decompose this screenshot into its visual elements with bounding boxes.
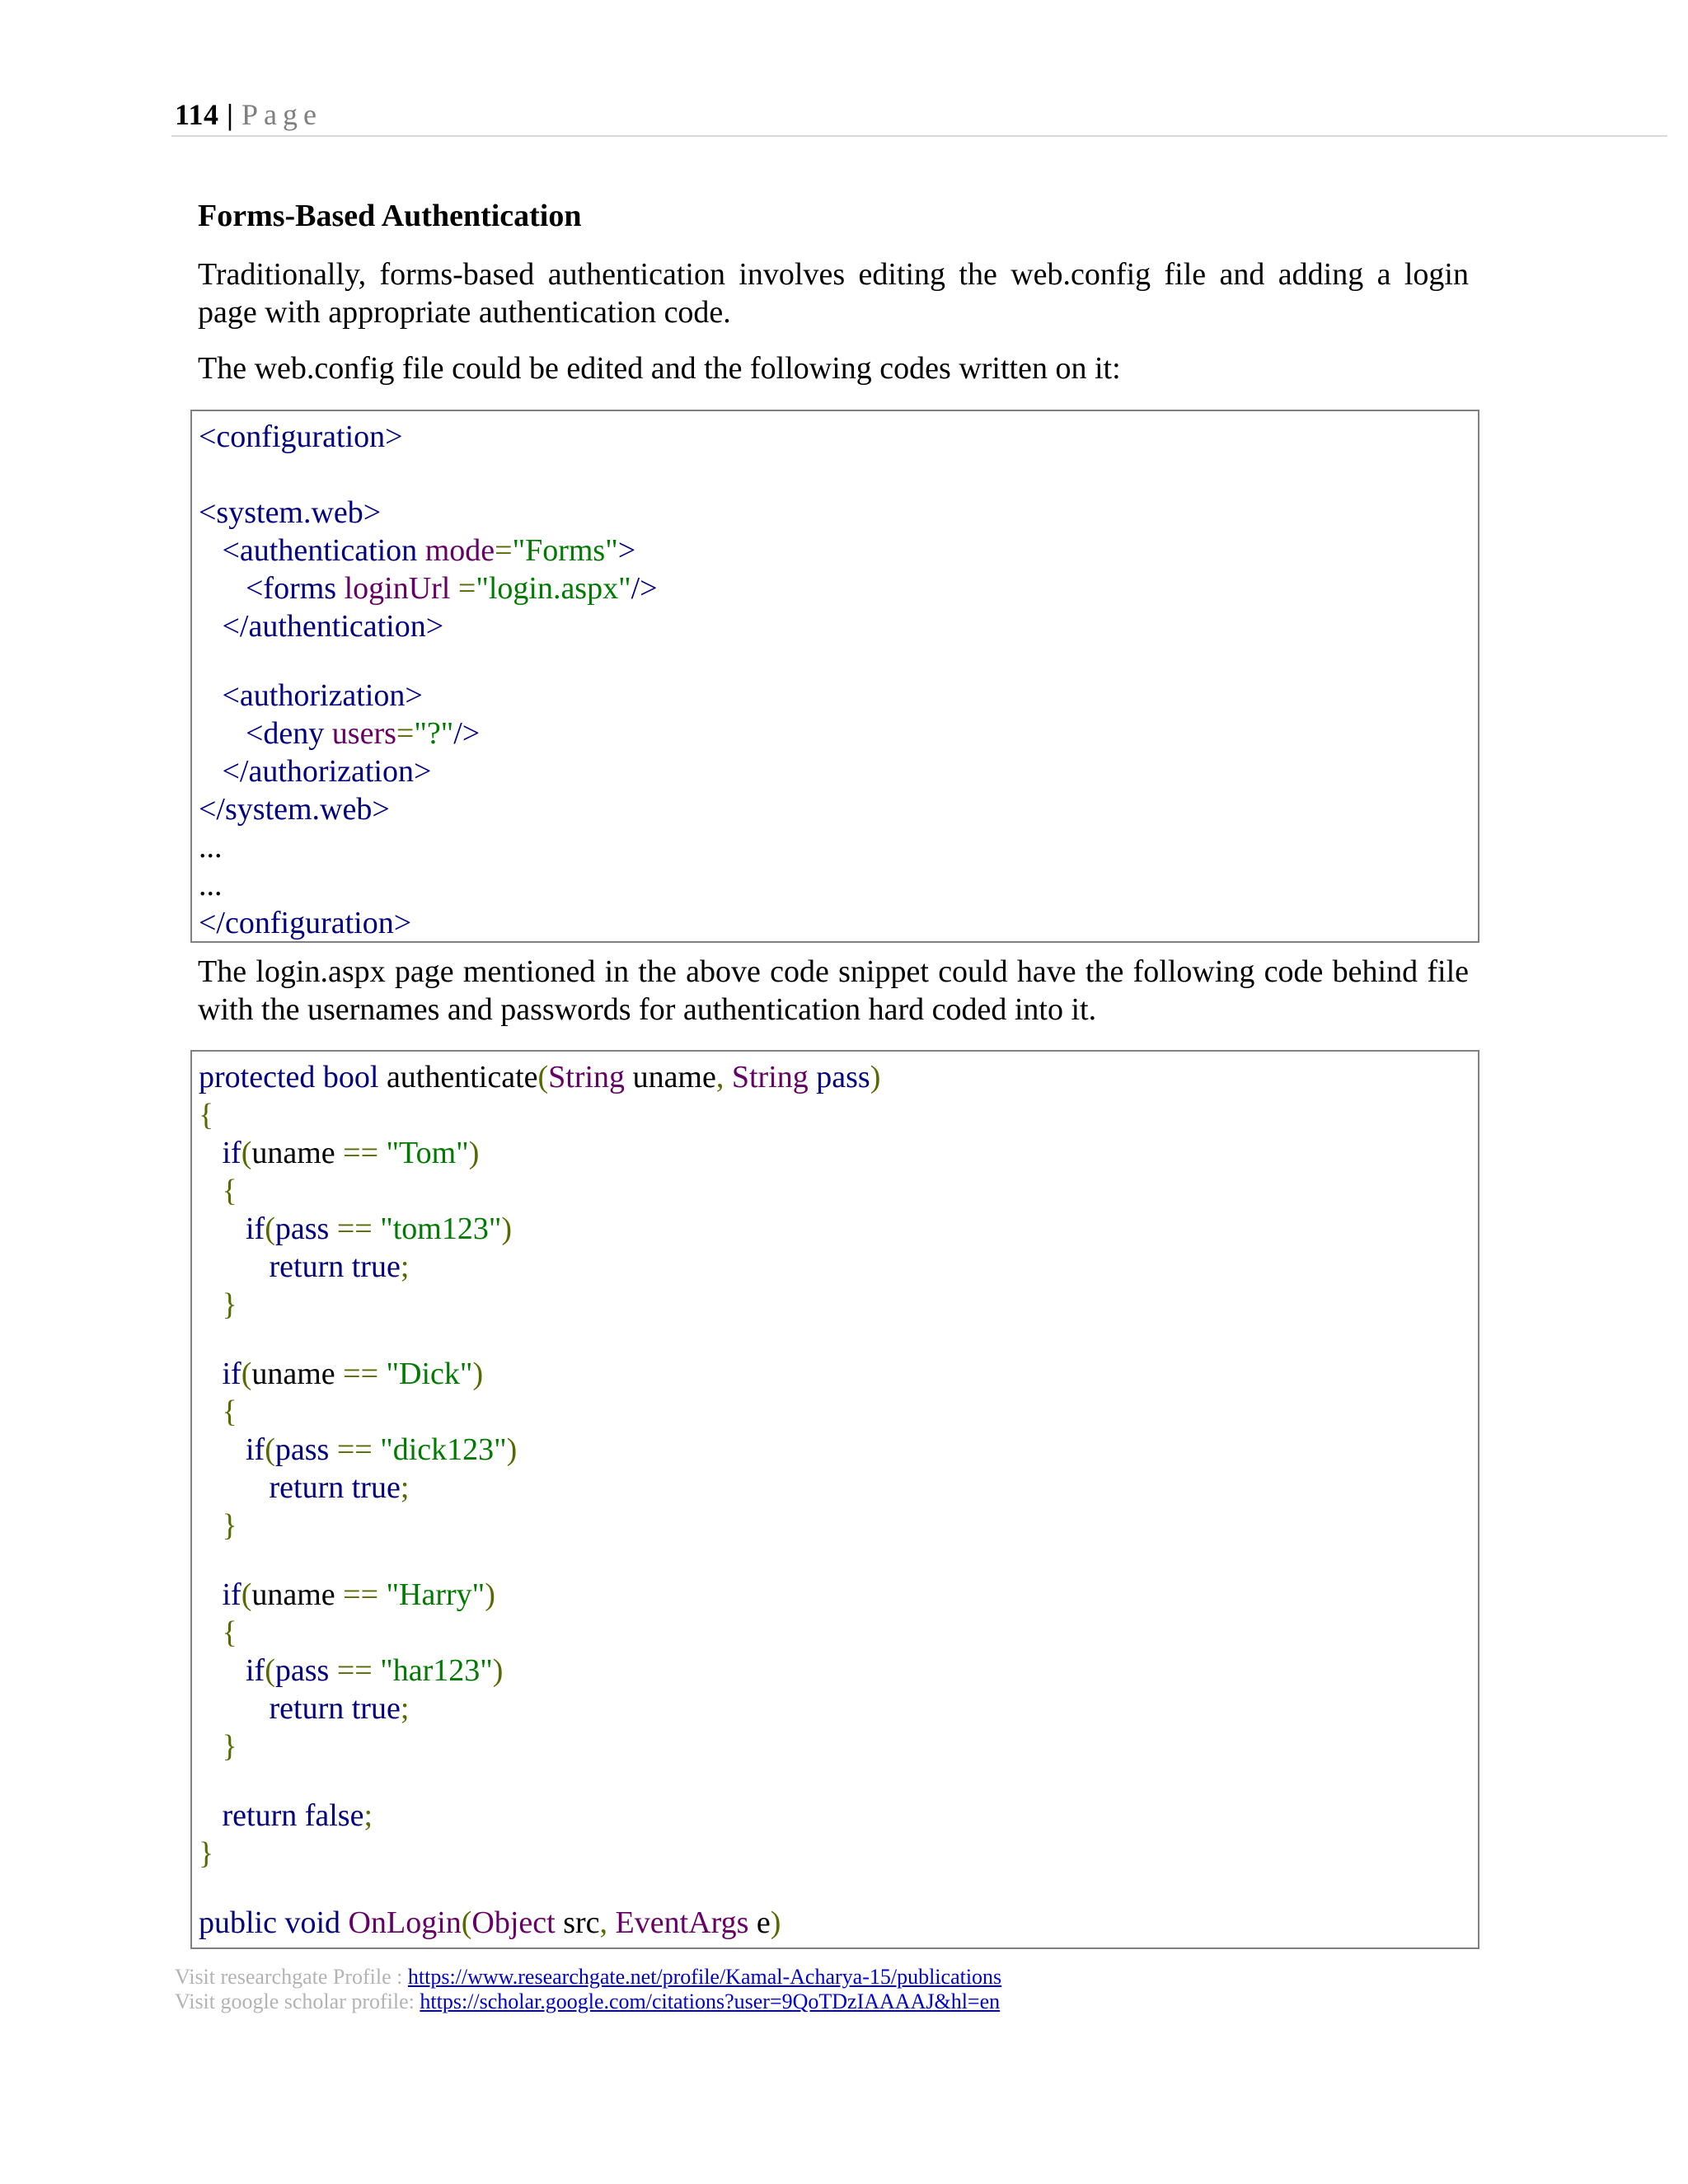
researchgate-label: Visit researchgate Profile : xyxy=(175,1965,408,1989)
code-line xyxy=(199,1286,237,1324)
string-literal: "dick123" xyxy=(380,1432,507,1467)
comma: , xyxy=(599,1905,616,1940)
variable: pass xyxy=(274,1653,330,1688)
xml-attr: loginUrl xyxy=(344,571,458,606)
method-name: authenticate xyxy=(378,1060,538,1094)
operator: == xyxy=(335,1577,387,1612)
variable: pass xyxy=(274,1212,330,1246)
page-label: Page xyxy=(241,98,322,131)
paren: ) xyxy=(501,1212,512,1246)
keyword: if xyxy=(246,1653,265,1688)
code-line xyxy=(199,1835,213,1872)
param-name: e xyxy=(748,1905,771,1940)
code-line xyxy=(199,904,411,942)
paren: ( xyxy=(241,1357,252,1391)
semicolon: ; xyxy=(400,1249,410,1284)
footer-google-scholar xyxy=(175,1990,1000,2014)
keyword: public void xyxy=(199,1905,349,1940)
keyword: return false xyxy=(222,1798,364,1833)
xml-tag: </configuration> xyxy=(199,906,412,940)
code-line xyxy=(199,1431,517,1469)
operator: == xyxy=(329,1653,381,1688)
code-line xyxy=(199,1248,409,1286)
paren: ) xyxy=(472,1357,484,1391)
operator: == xyxy=(335,1357,387,1391)
xml-equals: = xyxy=(396,716,415,751)
paren: ) xyxy=(485,1577,495,1612)
intro-paragraph: Traditionally, forms-based authentication involves editing the web.config file and adding a login page with appropriate authentication code. xyxy=(198,257,1469,330)
paren: ( xyxy=(537,1060,549,1094)
xml-tag: <authentication xyxy=(222,533,425,568)
code-line xyxy=(199,1797,373,1835)
keyword: if xyxy=(222,1136,241,1170)
keyword: if xyxy=(222,1357,241,1391)
code-line xyxy=(199,1904,781,1942)
xml-value: "login.aspx" xyxy=(476,571,631,606)
xml-tag: <configuration> xyxy=(199,419,403,454)
keyword: if xyxy=(246,1212,265,1246)
semicolon: ; xyxy=(400,1691,410,1726)
code-line xyxy=(199,790,390,828)
xml-tag-end: /> xyxy=(453,716,481,751)
login-lead-paragraph: The login.aspx page mentioned in the above code snippet could have the following code behind file with the usernames and passwords for authentication hard coded into it. xyxy=(198,954,1469,1027)
google-scholar-label: Visit google scholar profile: xyxy=(175,1990,420,2013)
code-line xyxy=(199,607,443,645)
xml-tag: <deny xyxy=(246,716,332,751)
keyword: if xyxy=(246,1432,265,1467)
string-literal: "har123" xyxy=(380,1653,493,1688)
paren: ) xyxy=(506,1432,518,1467)
xml-tag: </system.web> xyxy=(199,792,390,827)
code-line xyxy=(199,494,381,532)
brace: { xyxy=(222,1615,237,1650)
code-line xyxy=(199,532,635,569)
code-line xyxy=(199,1690,409,1727)
login-code-block xyxy=(190,1050,1479,1949)
code-line xyxy=(199,1507,237,1544)
method-name: OnLogin xyxy=(348,1905,462,1940)
webconfig-lead-paragraph: The web.config file could be edited and the following codes written on it: xyxy=(198,351,1121,386)
brace: } xyxy=(222,1729,237,1764)
page-header xyxy=(175,97,322,132)
code-line xyxy=(199,677,423,715)
string-literal: "tom123" xyxy=(380,1212,502,1246)
variable: uname xyxy=(251,1357,335,1391)
keyword: return true xyxy=(269,1249,401,1284)
code-line xyxy=(199,1058,880,1096)
xml-tag-end: > xyxy=(617,533,636,568)
paren: ( xyxy=(241,1577,252,1612)
keyword: return true xyxy=(269,1691,401,1726)
xml-value: "Forms" xyxy=(512,533,618,568)
code-line xyxy=(199,1727,237,1765)
keyword: return true xyxy=(269,1470,401,1505)
xml-value: "?" xyxy=(414,716,454,751)
variable: uname xyxy=(251,1136,335,1170)
paren: ) xyxy=(870,1060,881,1094)
paren: ( xyxy=(265,1212,275,1246)
code-line xyxy=(199,866,223,904)
code-line xyxy=(199,1355,483,1393)
xml-tag: <system.web> xyxy=(199,495,382,530)
researchgate-link[interactable]: https://www.researchgate.net/profile/Kamal-Acharya-15/publications xyxy=(407,1965,1002,1989)
type-name: EventArgs xyxy=(615,1905,749,1940)
operator: == xyxy=(329,1432,381,1467)
google-scholar-link[interactable]: https://scholar.google.com/citations?user=9QoTDzIAAAAJ&hl=en xyxy=(420,1990,1001,2013)
page-number: 114 xyxy=(175,98,219,131)
xml-tag: <authorization> xyxy=(222,678,423,713)
paren: ) xyxy=(770,1905,781,1940)
code-line xyxy=(199,1469,409,1507)
code-line xyxy=(199,1614,237,1652)
code-line xyxy=(199,1134,479,1172)
string-literal: "Dick" xyxy=(386,1357,473,1391)
param-name: src xyxy=(555,1905,600,1940)
xml-equals: = xyxy=(457,571,476,606)
xml-attr: mode xyxy=(424,533,495,568)
code-line xyxy=(199,1172,237,1210)
param-name: uname xyxy=(625,1060,716,1094)
xml-tag: <forms xyxy=(246,571,345,606)
code-line xyxy=(199,569,658,607)
code-line xyxy=(199,1576,495,1614)
variable: pass xyxy=(274,1432,330,1467)
code-line xyxy=(199,752,431,790)
string-literal: "Harry" xyxy=(386,1577,485,1612)
page-separator: | xyxy=(218,98,241,131)
code-line xyxy=(199,418,403,456)
ellipsis: ... xyxy=(199,830,223,865)
string-literal: "Tom" xyxy=(386,1136,469,1170)
brace: } xyxy=(222,1287,237,1322)
code-line xyxy=(199,1652,503,1690)
brace: { xyxy=(199,1098,214,1132)
brace: { xyxy=(222,1394,237,1429)
paren: ) xyxy=(492,1653,504,1688)
xml-attr: users xyxy=(331,716,396,751)
footer-researchgate xyxy=(175,1965,1001,1990)
code-line xyxy=(199,1210,512,1248)
xml-tag-end: /> xyxy=(631,571,658,606)
keyword: if xyxy=(222,1577,241,1612)
type-name: String xyxy=(731,1060,809,1094)
paren: ) xyxy=(468,1136,480,1170)
semicolon: ; xyxy=(363,1798,373,1833)
paren: ( xyxy=(265,1432,275,1467)
xml-tag: </authentication> xyxy=(222,609,444,644)
keyword: protected bool xyxy=(199,1060,379,1094)
webconfig-code-block xyxy=(190,410,1479,943)
semicolon: ; xyxy=(400,1470,410,1505)
type-name: Object xyxy=(471,1905,556,1940)
code-line xyxy=(199,828,223,866)
ellipsis: ... xyxy=(199,868,223,902)
code-line xyxy=(199,1393,237,1431)
operator: == xyxy=(335,1136,387,1170)
operator: == xyxy=(329,1212,381,1246)
code-line xyxy=(199,715,480,752)
paren: ( xyxy=(241,1136,252,1170)
variable: uname xyxy=(251,1577,335,1612)
brace: } xyxy=(199,1836,214,1871)
param-name: pass xyxy=(808,1060,870,1094)
paren: ( xyxy=(461,1905,472,1940)
comma: , xyxy=(715,1060,732,1094)
code-line xyxy=(199,1096,213,1134)
brace: { xyxy=(222,1174,237,1208)
section-title: Forms-Based Authentication xyxy=(198,199,582,233)
paren: ( xyxy=(265,1653,275,1688)
type-name: String xyxy=(548,1060,626,1094)
xml-equals: = xyxy=(495,533,513,568)
xml-tag: </authorization> xyxy=(222,754,432,789)
brace: } xyxy=(222,1508,237,1543)
header-rule xyxy=(171,135,1667,137)
